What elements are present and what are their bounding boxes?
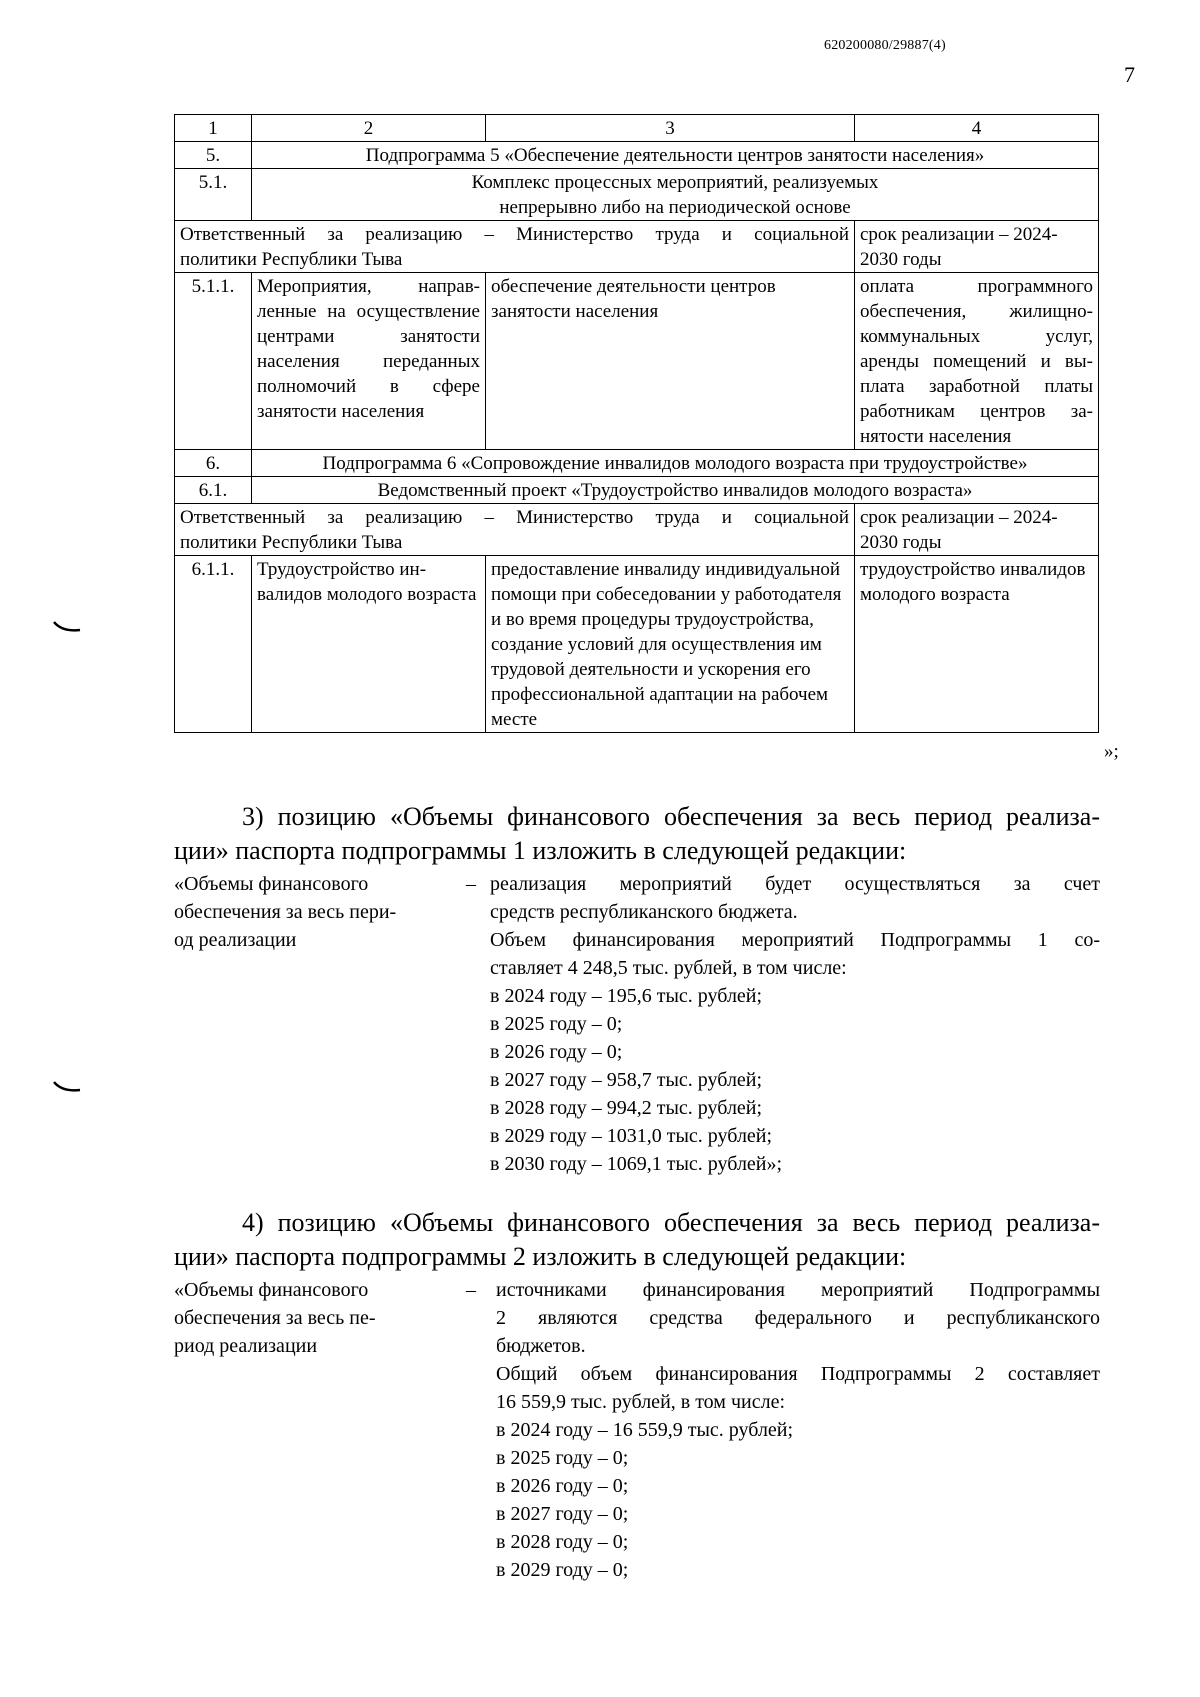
document-id: 620200080/29887(4) (824, 38, 946, 53)
label-line: «Объемы финансового (174, 873, 369, 895)
heading-line: 4) позицию «Объемы финансового обеспечения за весь период реализа- (242, 1208, 1100, 1237)
col-header-2: 2 (252, 115, 486, 142)
complex-title (252, 169, 1099, 221)
term-line: 2030 годы (860, 532, 942, 553)
year-2027: в 2027 году – 0; (496, 1503, 629, 1525)
item-3-dash: – (466, 873, 476, 895)
program-table (174, 114, 1099, 733)
complex-title-line: непрерывно либо на периодической основе (499, 197, 851, 218)
page-number: 7 (1124, 62, 1135, 87)
body-line: реализация мероприятий будет осуществляться за счет (490, 873, 1100, 895)
label-line: «Объемы финансового (174, 1279, 369, 1301)
label-line: обеспечения за весь пери- (174, 901, 397, 923)
complex-title-line: Комплекс процессных мероприятий, реализуемых (471, 172, 879, 193)
item-3-label (174, 870, 434, 954)
label-line: обеспечения за весь пе- (174, 1307, 376, 1329)
term-cell (855, 221, 1099, 273)
year-2029: в 2029 году – 1031,0 тыс. рублей; (490, 1125, 773, 1147)
quote-close: »; (1104, 741, 1119, 762)
item-4-dash: – (466, 1279, 476, 1301)
body-line: Общий объем финансирования Подпрограммы 2 составляет (496, 1363, 1100, 1385)
table-header-row (175, 115, 1099, 142)
responsible-line: политики Республики Тыва (180, 249, 403, 270)
body-line: средств республиканского бюджета. (490, 901, 798, 923)
row-number: 5.1. (175, 169, 252, 221)
activity-description: предоставление инвалиду индивидуальной помощи при собеседовании у работодателя и во время процедуры трудоустройства, создание условий для осуществления им трудовой деятельности и ускорения его профессиональной адаптации на рабочем месте (486, 556, 855, 733)
col-header-4: 4 (855, 115, 1099, 142)
year-2030: в 2030 году – 1069,1 тыс. рублей»; (490, 1153, 783, 1175)
subprogram-5-title: Подпрограмма 5 «Обеспечение деятельности центров занятости населения» (252, 142, 1099, 169)
col-header-1: 1 (175, 115, 252, 142)
activity-name: Мероприятия, направленные на осуществление центрами занятости населения переданных полномочий в сфере занятости населения (252, 273, 486, 450)
scan-mark (52, 1080, 82, 1094)
table-row (175, 556, 1099, 733)
responsible-line: Ответственный за реализацию – Министерство труда и социальной (180, 507, 849, 528)
table-row (175, 169, 1099, 221)
item-3-body (490, 870, 1100, 1178)
table-row (175, 142, 1099, 169)
table-row (175, 450, 1099, 477)
project-title: Ведомственный проект «Трудоустройство инвалидов молодого возраста» (252, 477, 1099, 504)
responsible-cell (175, 504, 855, 556)
item-3-heading (174, 800, 1100, 868)
activity-name: Трудоустройство инвалидов молодого возраста (252, 556, 486, 733)
table-row (175, 273, 1099, 450)
row-number: 5. (175, 142, 252, 169)
responsible-cell (175, 221, 855, 273)
activity-result: оплата программного обеспечения, жилищно-коммунальных услуг, аренды помещений и выплата заработной платы работникам центров занятости населения (855, 273, 1099, 450)
responsible-line: политики Республики Тыва (180, 532, 403, 553)
responsible-line: Ответственный за реализацию – Министерство труда и социальной (180, 224, 849, 245)
body-line: 16 559,9 тыс. рублей, в том числе: (496, 1391, 786, 1413)
year-2024: в 2024 году – 195,6 тыс. рублей; (490, 985, 763, 1007)
table-row (175, 221, 1099, 273)
body-line: Объем финансирования мероприятий Подпрограммы 1 со- (490, 929, 1100, 951)
term-line: срок реализации – 2024- (860, 224, 1058, 245)
activity-result: трудоустройство инвалидов молодого возраста (855, 556, 1099, 733)
row-number: 6.1. (175, 477, 252, 504)
year-2027: в 2027 году – 958,7 тыс. рублей; (490, 1069, 763, 1091)
row-number: 6.1.1. (175, 556, 252, 733)
year-2026: в 2026 году – 0; (496, 1475, 629, 1497)
year-2029: в 2029 году – 0; (496, 1559, 629, 1581)
year-2028: в 2028 году – 0; (496, 1531, 629, 1553)
term-cell (855, 504, 1099, 556)
year-2026: в 2026 году – 0; (490, 1041, 623, 1063)
term-line: срок реализации – 2024- (860, 507, 1058, 528)
body-line: бюджетов. (496, 1335, 586, 1357)
item-4-body (496, 1276, 1100, 1584)
body-line: источниками финансирования мероприятий Подпрограммы (496, 1279, 1100, 1301)
term-line: 2030 годы (860, 249, 942, 270)
year-2028: в 2028 году – 994,2 тыс. рублей; (490, 1097, 763, 1119)
heading-line: ции» паспорта подпрограммы 1 изложить в следующей редакции: (174, 836, 907, 865)
col-header-3: 3 (486, 115, 855, 142)
label-line: риод реализации (174, 1335, 318, 1357)
item-4-heading (174, 1206, 1100, 1274)
label-line: од реализации (174, 929, 297, 951)
year-2024: в 2024 году – 16 559,9 тыс. рублей; (496, 1419, 794, 1441)
year-2025: в 2025 году – 0; (490, 1013, 623, 1035)
heading-line: 3) позицию «Объемы финансового обеспечения за весь период реализа- (242, 802, 1100, 831)
row-number: 6. (175, 450, 252, 477)
year-2025: в 2025 году – 0; (496, 1447, 629, 1469)
row-number: 5.1.1. (175, 273, 252, 450)
table-row (175, 504, 1099, 556)
table-row (175, 477, 1099, 504)
activity-description: обеспечение деятельности центров занятости населения (486, 273, 855, 450)
scan-mark (52, 620, 82, 634)
heading-line: ции» паспорта подпрограммы 2 изложить в следующей редакции: (174, 1242, 907, 1271)
body-line: 2 являются средства федерального и республиканского (496, 1307, 1100, 1329)
subprogram-6-title: Подпрограмма 6 «Сопровождение инвалидов молодого возраста при трудоустройстве» (252, 450, 1099, 477)
body-line: ставляет 4 248,5 тыс. рублей, в том числе: (490, 957, 847, 979)
item-4-label (174, 1276, 434, 1360)
